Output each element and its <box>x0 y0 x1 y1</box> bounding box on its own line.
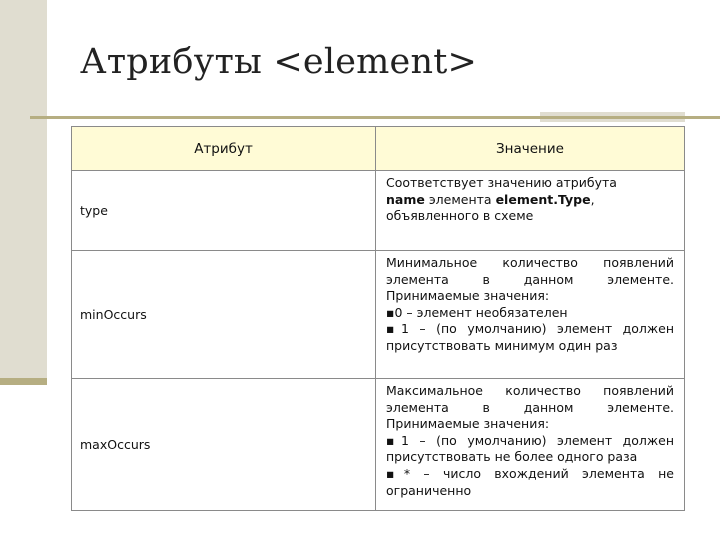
table-row <box>72 251 685 379</box>
description-line: Соответствует значению атрибута <box>386 175 617 190</box>
description-line: объявленного в схеме <box>386 208 534 224</box>
description-line: Принимаемые значения: <box>386 288 550 304</box>
attribute-description <box>376 171 685 251</box>
bold-term: name <box>386 191 425 207</box>
description-line: Принимаемые значения: <box>386 416 550 432</box>
attribute-name: minOccurs <box>72 251 376 379</box>
header-value: Значение <box>376 127 685 171</box>
title-underline <box>30 116 720 119</box>
header-attribute: Атрибут <box>72 127 376 171</box>
description-line: ▪0 – элемент необязателен <box>386 304 568 320</box>
attributes-table <box>71 126 685 511</box>
attribute-name: type <box>72 171 376 251</box>
attribute-description <box>376 379 685 511</box>
description-line: ▪1 – (по умолчанию) элемент должен <box>386 432 674 448</box>
attribute-name: maxOccurs <box>72 379 376 511</box>
description-line: элемента в данном элементе. <box>386 271 674 287</box>
attribute-description <box>376 251 685 379</box>
description-line: Максимальное количество появлений <box>386 383 674 398</box>
table-row <box>72 171 685 251</box>
description-line: ▪1 – (по умолчанию) элемент должен <box>386 321 674 337</box>
description-line: ▪* – число вхождений элемента не <box>386 465 674 481</box>
description-line: присутствовать минимум один раз <box>386 337 618 353</box>
description-line: Минимальное количество появлений <box>386 255 674 270</box>
side-decoration-bar <box>0 0 47 385</box>
bold-term: element.Type <box>495 191 591 207</box>
table-row <box>72 379 685 511</box>
description-fragment: элемента <box>424 191 496 207</box>
side-decoration-foot <box>0 378 47 385</box>
description-line <box>386 192 674 209</box>
description-line: присутствовать не более одного раза <box>386 449 638 465</box>
slide-title: Атрибуты <element> <box>80 42 477 82</box>
description-fragment: , <box>590 191 595 207</box>
description-line: элемента в данном элементе. <box>386 399 674 415</box>
table-header-row <box>72 127 685 171</box>
description-line: ограниченно <box>386 482 472 498</box>
